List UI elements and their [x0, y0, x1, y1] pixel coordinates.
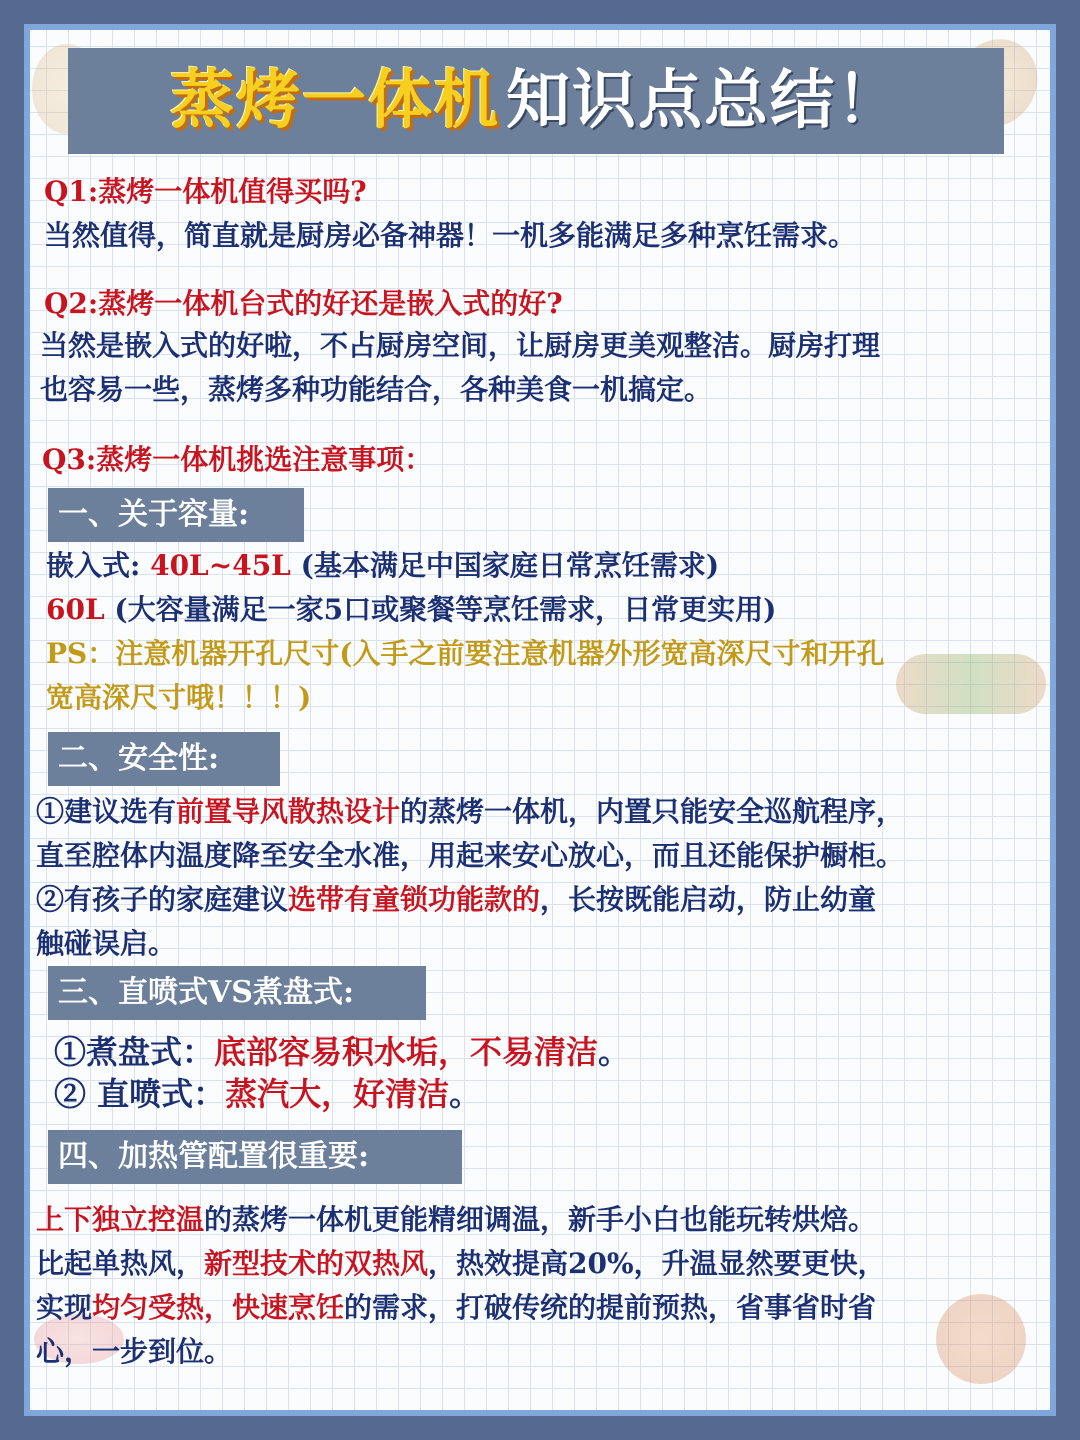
infographic-card — [24, 24, 1056, 1416]
heating-text: ，热效提高20%，升温显然要更快， — [428, 1247, 886, 1280]
capacity-line-1 — [46, 544, 719, 588]
q2-answer-line2: 也容易一些，蒸烤多种功能结合，各种美食一机搞定。 — [40, 373, 713, 406]
heating-text: 的蒸烤一体机更能精细调温，新手小白也能玩转烘焙。 — [204, 1203, 877, 1236]
heating-line-1 — [36, 1198, 876, 1242]
steam-type-item-1 — [54, 1030, 630, 1074]
section-steam-type-heading: 三、直喷式VS煮盘式: — [48, 966, 426, 1020]
safety-highlight: 前置导风散热设计 — [176, 795, 401, 828]
heating-line-4: 心，一步到位。 — [36, 1335, 233, 1368]
capacity-embedded-note: (基本满足中国家庭日常烹饪需求) — [290, 549, 720, 582]
safety-line-3 — [36, 878, 876, 922]
safety-line-2: 直至腔体内温度降至安全水准，用起来安心放心，而且还能保护橱柜。 — [36, 839, 905, 872]
steam-type-label: ①煮盘式： — [54, 1033, 215, 1071]
sandwich-decoration — [896, 654, 1046, 714]
heating-line-3 — [36, 1286, 876, 1330]
safety-highlight: 选带有童锁功能款的 — [288, 883, 541, 916]
pizza-decoration — [936, 1294, 1026, 1384]
capacity-embedded-value: 40L~45L — [150, 549, 291, 582]
capacity-large-value: 60L — [46, 593, 105, 626]
page-title — [68, 48, 1004, 154]
heating-line-2 — [36, 1242, 886, 1286]
heating-highlight: 均匀受热，快速烹饪 — [92, 1291, 345, 1324]
q2-question: Q2:蒸烤一体机台式的好还是嵌入式的好? — [44, 287, 563, 320]
steam-type-end: 。 — [598, 1033, 631, 1071]
heating-text: 比起单热风， — [36, 1247, 205, 1280]
q1-answer: 当然值得，简直就是厨房必备神器！一机多能满足多种烹饪需求。 — [44, 219, 857, 252]
steam-type-item-2 — [54, 1072, 481, 1116]
heating-text: 的需求，打破传统的提前预热，省事省时省 — [344, 1291, 877, 1324]
heating-highlight: 新型技术的双热风 — [204, 1247, 429, 1280]
safety-text: ，长按既能启动，防止幼童 — [540, 883, 877, 916]
heating-text: 实现 — [36, 1291, 93, 1324]
q3-question: Q3:蒸烤一体机挑选注意事项： — [42, 443, 433, 476]
capacity-large-note: (大容量满足一家5口或聚餐等烹饪需求，日常更实用) — [104, 593, 777, 626]
safety-text: ②有孩子的家庭建议 — [36, 883, 289, 916]
capacity-embedded-label: 嵌入式: — [46, 549, 151, 582]
safety-text: 的蒸烤一体机，内置只能安全巡航程序， — [400, 795, 905, 828]
section-heating-heading: 四、加热管配置很重要: — [48, 1130, 462, 1184]
capacity-line-2 — [46, 588, 776, 632]
section-capacity-heading: 一、关于容量: — [48, 488, 304, 542]
title-rest: 知识点总结！ — [506, 63, 902, 138]
heating-highlight: 上下独立控温 — [36, 1203, 205, 1236]
ps-note-line1: PS：注意机器开孔尺寸(入手之前要注意机器外形宽高深尺寸和开孔 — [46, 637, 885, 670]
steam-type-value: 底部容易积水垢，不易清洁 — [214, 1033, 599, 1071]
safety-line-4: 触碰误启。 — [36, 927, 177, 960]
q2-answer-line1: 当然是嵌入式的好啦，不占厨房空间，让厨房更美观整洁。厨房打理 — [40, 329, 881, 362]
section-safety-heading: 二、安全性: — [48, 732, 280, 786]
safety-text: ①建议选有 — [36, 795, 177, 828]
q1-question: Q1:蒸烤一体机值得买吗? — [44, 175, 367, 208]
safety-line-1 — [36, 790, 904, 834]
steam-type-value: 蒸汽大，好清洁 — [225, 1075, 450, 1113]
ps-note-line2: 宽高深尺寸哦！！！) — [46, 681, 312, 714]
steam-type-label: ② 直喷式： — [54, 1075, 226, 1113]
steam-type-end: 。 — [449, 1075, 482, 1113]
title-highlight: 蒸烤一体机 — [170, 63, 500, 138]
